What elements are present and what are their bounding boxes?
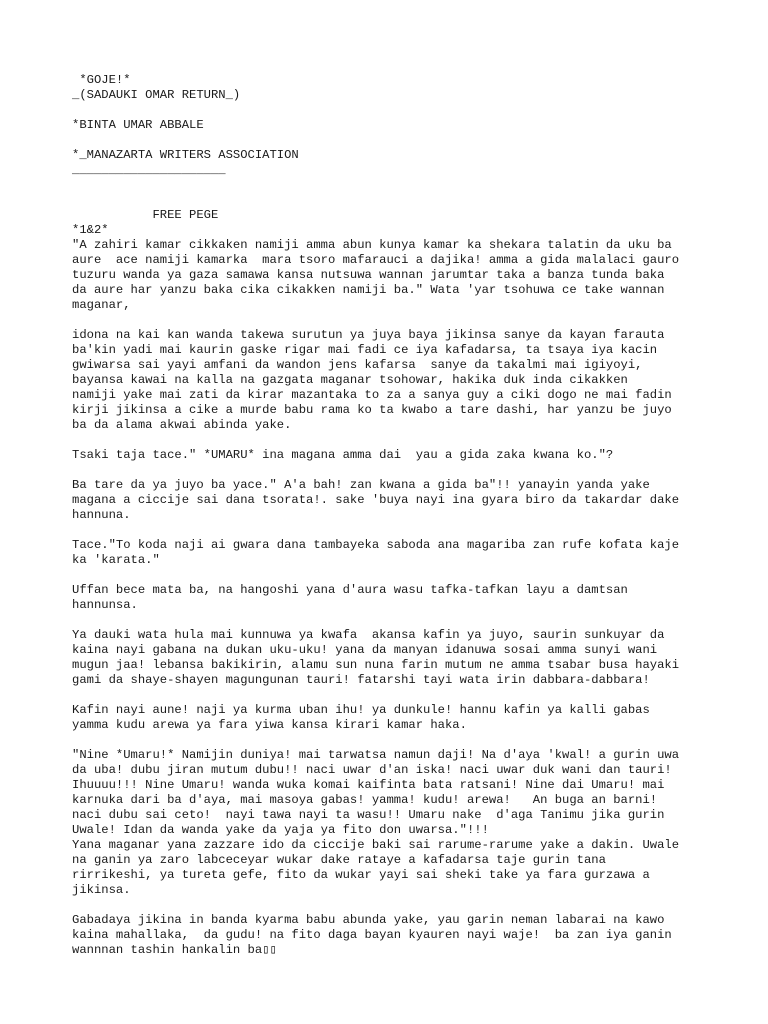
author-name: *BINTA UMAR ABBALE (72, 118, 204, 132)
paragraph: idona na kai kan wanda takewa surutun ya juya baya jikinsa sanye da kayan farauta ba'kin yadi mai kaurin gaske rigar mai fadi ce iya kafadarsa, ta tsaya iya kacin gwiwarsa sai yayi amfani da wandon jens kafarsa sanye da takalmi mai igiyoyi, bayansa kawai na kalla na gazgata maganar tsohowar, hakika duk inda cikakken namiji yake mai zati da kirar mazantaka to za a sanya guy a ciki dogo ne mai fadin kirji jikinsa a cike a murde babu rama ko ta kwabo a tare dashi, har yanzu be juyo ba da alama akwai abinda yake. (72, 328, 672, 432)
paragraph: Ya dauki wata hula mai kunnuwa ya kwafa akansa kafin ya juyo, saurin sunkuyar da kaina nayi gabana na dukan uku-uku! yana da manyan idanuwa sosai amma sunyi wani mugun jaa! lebansa bakikirin, alamu sun nuna farin mutum ne amma tsabar busa hayaki gami da shaye-shayen magungunan tauri! fatarshi tayi wata irin dabbara-dabbara! (72, 628, 680, 687)
spacer (72, 898, 712, 913)
paragraph: Gabadaya jikina in banda kyarma babu abunda yake, yau garin neman labarai na kawo kaina mahallaka, da gudu! na fito daga bayan kyauren nayi waje! ba zan iya ganin wannnan tashin hankalin ba▯▯ (72, 913, 672, 957)
header-underline: _____________________ (72, 163, 226, 177)
spacer (72, 688, 712, 703)
section-label: FREE PEGE (72, 208, 219, 222)
paragraph: Tsaki taja tace." *UMARU* ina magana amma dai yau a gida zaka kwana ko."? (72, 448, 614, 462)
part-number: *1&2* (72, 223, 109, 237)
paragraph: "Nine *Umaru!* Namijin duniya! mai tarwatsa namun daji! Na d'aya 'kwal! a gurin uwa da uba! dubu jiran mutum dubu!! naci uwar d'an iska! naci uwar duk wani dan tauri! Ihuuuu!!! Nine Umaru! wanda wuka komai kaifinta bata ratsani! Nine dai Umaru! mai karnuka dari ba d'aya, mai masoya gabas! yamma! kudu! arewa! An buga an barni! naci dubu sai ceto! nayi tawa nayi ta wasu!! Umaru nake d'aga Tanimu jika gurin Uwale! Idan da wanda yake da yaja ya fito don uwarsa."!!! Yana maganar yana zazzare ido da ciccije baki sai rarume-rarume yake a dakin. Uwale na ganin ya zaro labceceyar wukar dake rataye a kafadarsa taje gurin tana rirrikeshi, ya tureta gefe, fito da wukar yayi sai sheki take ya fara gurzawa a jikinsa. (72, 748, 680, 897)
association-name: *_MANAZARTA WRITERS ASSOCIATION (72, 148, 299, 162)
spacer (72, 193, 712, 208)
spacer (72, 613, 712, 628)
paragraph: Kafin nayi aune! naji ya kurma uban ihu! ya dunkule! hannu kafin ya kalli gabas yamma kudu arewa ya fara yiwa kansa kirari kamar haka. (72, 703, 650, 732)
paragraph: Tace."To koda naji ai gwara dana tambayeka saboda ana magariba zan rufe kofata kaje ka 'karata." (72, 538, 680, 567)
paragraph: Ba tare da ya juyo ba yace." A'a bah! zan kwana a gida ba"!! yanayin yanda yake magana a ciccije sai dana tsorata!. sake 'buya nayi ina gyara biro da takardar dake hannuna. (72, 478, 680, 522)
spacer (72, 313, 712, 328)
document-page (72, 73, 712, 958)
spacer (72, 433, 712, 448)
paragraph: Uffan bece mata ba, na hangoshi yana d'aura wasu tafka-tafkan layu a damtsan hannunsa. (72, 583, 628, 612)
spacer (72, 178, 712, 193)
spacer (72, 523, 712, 538)
paragraph: "A zahiri kamar cikkaken namiji amma abun kunya kamar ka shekara talatin da uku ba aure ace namiji kamarka mara tsoro mafarauci a dajika! amma a gida malalaci gauro tuzuru wanda ya gaza samawa kansa nutsuwa wannan jarumtar taka a banza tunda baka da aure har yanzu baka cika cikakken namiji ba." Wata 'yar tsohuwa ce take wannan maganar, (72, 238, 680, 312)
spacer (72, 103, 712, 118)
spacer (72, 568, 712, 583)
story-title: *GOJE!* (72, 73, 131, 87)
story-subtitle: _(SADAUKI OMAR RETURN_) (72, 88, 241, 102)
spacer (72, 133, 712, 148)
spacer (72, 733, 712, 748)
spacer (72, 463, 712, 478)
